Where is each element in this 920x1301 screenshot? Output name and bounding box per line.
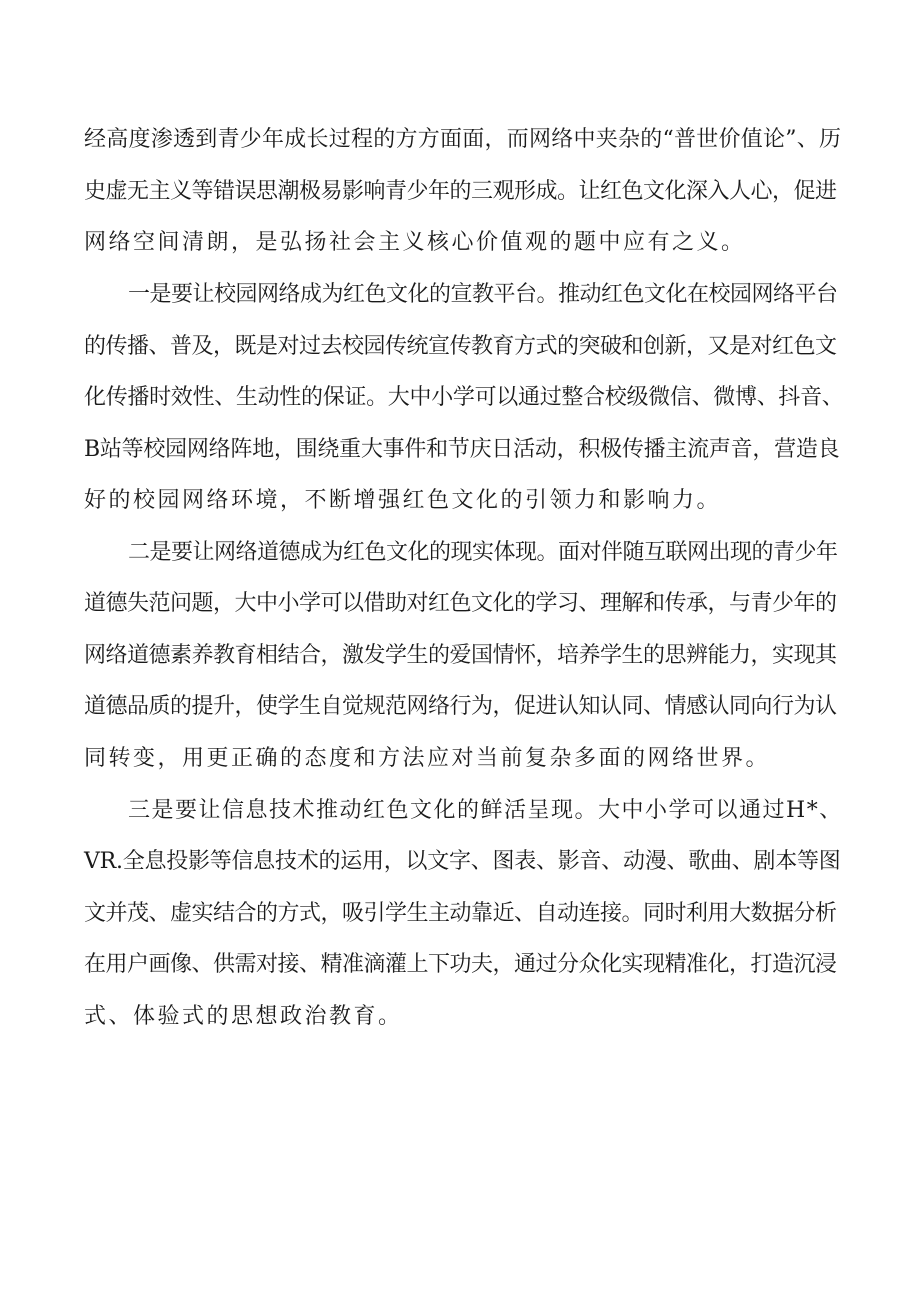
text-line: 经高度渗透到青少年成长过程的方方面面，而网络中夹杂的“普世价值论”、历 (84, 127, 842, 152)
text-line: 化传播时效性、生动性的保证。大中小学可以通过整合校级微信、微博、抖音、 (84, 385, 844, 410)
text-line: 文并茂、虚实结合的方式，吸引学生主动靠近、自动连接。同时利用大数据分析 (84, 901, 837, 926)
text-line: 道德失范问题，大中小学可以借助对红色文化的学习、理解和传承，与青少年的 (84, 591, 837, 616)
text-line: B站等校园网络阵地，围绕重大事件和节庆日活动，积极传播主流声音，营造良 (84, 437, 840, 462)
text-line: 同转变，用更正确的态度和方法应对当前复杂多面的网络世界。 (84, 746, 771, 771)
text-line: VR.全息投影等信息技术的运用，以文字、图表、影音、动漫、歌曲、剧本等图 (84, 849, 841, 874)
text-line: 在用户画像、供需对接、精准滴灌上下功夫，通过分众化实现精准化，打造沉浸 (84, 952, 837, 977)
text-line: 网络道德素养教育相结合，激发学生的爱国情怀，培养学生的思辨能力，实现其 (84, 643, 837, 668)
text-line: 的传播、普及，既是对过去校园传统宣传教育方式的突破和创新，又是对红色文 (84, 334, 837, 359)
text-line: 二是要让网络道德成为红色文化的现实体现。面对伴随互联网出现的青少年 (128, 540, 838, 565)
text-line: 史虚无主义等错误思潮极易影响青少年的三观形成。让红色文化深入人心，促进 (84, 179, 837, 204)
text-line: 式、体验式的思想政治教育。 (84, 1004, 403, 1029)
text-line: 一是要让校园网络成为红色文化的宣教平台。推动红色文化在校园网络平台 (128, 282, 838, 307)
text-line: 三是要让信息技术推动红色文化的鲜活呈现。大中小学可以通过H*、 (128, 798, 843, 823)
text-line: 道德品质的提升，使学生自觉规范网络行为，促进认知认同、情感认同向行为认 (84, 694, 837, 719)
text-line: 好的校园网络环境，不断增强红色文化的引领力和影响力。 (84, 488, 722, 513)
text-line: 网络空间清朗，是弘扬社会主义核心价值观的题中应有之义。 (84, 230, 746, 255)
